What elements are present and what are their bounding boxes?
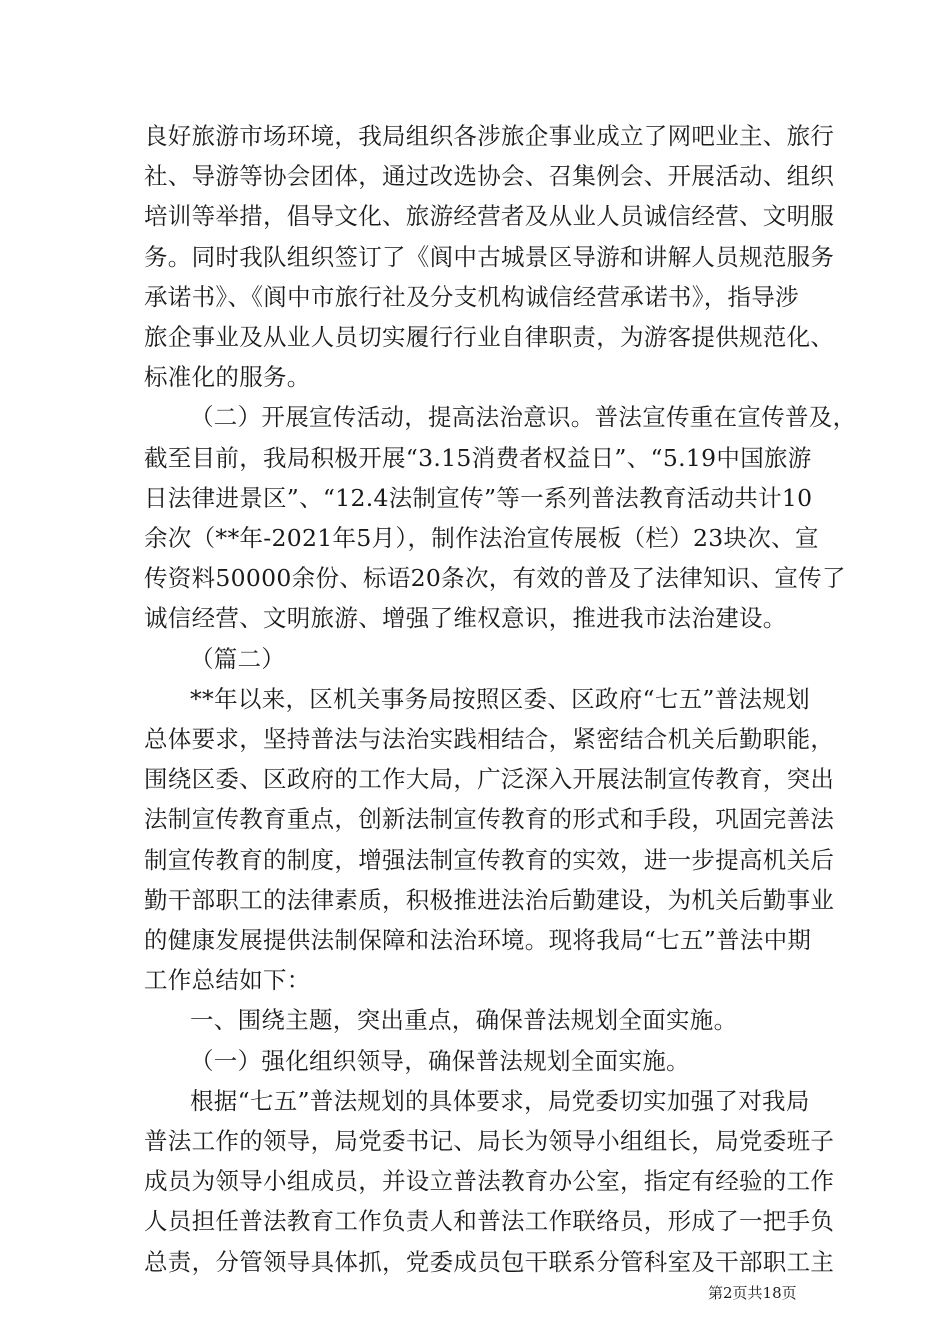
paragraph-line: 总体要求，坚持普法与法治实践相结合，紧密结合机关后勤职能， xyxy=(144,725,835,753)
paragraph-line: 勤干部职工的法律素质，积极推进法治后勤建设，为机关后勤事业 xyxy=(144,885,835,914)
paragraph-line: 制宣传教育的制度，增强法制宣传教育的实效，进一步提高机关后 xyxy=(144,845,835,874)
paragraph-line: 总责，分管领导具体抓，党委成员包干联系分管科室及干部职工主 xyxy=(144,1247,835,1276)
paragraph-line: 务。同时我队组织签订了《阆中古城景区导游和讲解人员规范服务 xyxy=(144,242,835,271)
paragraph-line: 成员为领导小组成员，并设立普法教育办公室，指定有经验的工作 xyxy=(144,1167,835,1196)
section-heading-line: 一、围绕主题，突出重点，确保普法规划全面实施。 xyxy=(190,1006,738,1035)
chapter-heading: （篇二） xyxy=(190,644,286,673)
paragraph-line: 良好旅游市场环境，我局组织各涉旅企事业成立了网吧业主、旅行 xyxy=(144,122,835,150)
page-number: 第2页共18页 xyxy=(708,1284,797,1302)
paragraph-line: 培训等举措，倡导文化、旅游经营者及从业人员诚信经营、文明服 xyxy=(144,202,835,231)
paragraph-line: 的健康发展提供法制保障和法治环境。现将我局“七五”普法中期 xyxy=(144,926,812,954)
paragraph-line: 日法律进景区”、“12.4法制宣传”等一系列普法教育活动共计10 xyxy=(144,483,813,512)
paragraph-line: 标准化的服务。 xyxy=(144,363,311,392)
paragraph-line: 传资料50000余份、标语20条次，有效的普及了法律知识、宣传了 xyxy=(144,564,846,593)
section-heading-line: （二）开展宣传活动，提高法治意识。普法宣传重在宣传普及， xyxy=(190,403,857,432)
paragraph-line: 工作总结如下： xyxy=(144,966,311,995)
paragraph-line: **年以来，区机关事务局按照区委、区政府“七五”普法规划 xyxy=(190,684,810,713)
paragraph-line: 承诺书》、《阆中市旅行社及分支机构诚信经营承诺书》，指导涉 xyxy=(144,282,799,311)
paragraph-line: 旅企事业及从业人员切实履行行业自律职责，为游客提供规范化、 xyxy=(144,323,835,351)
paragraph-line: 社、导游等协会团体，通过改选协会、召集例会、开展活动、组织 xyxy=(144,162,835,191)
paragraph-line: 人员担任普法教育工作负责人和普法工作联络员，形成了一把手负 xyxy=(144,1207,835,1236)
paragraph-line: 诚信经营、文明旅游、增强了维权意识，推进我市法治建设。 xyxy=(144,604,787,633)
paragraph-line: 普法工作的领导，局党委书记、局长为领导小组组长，局党委班子 xyxy=(144,1127,835,1155)
paragraph-line: 根据“七五”普法规划的具体要求，局党委切实加强了对我局 xyxy=(190,1086,810,1115)
paragraph-line: 法制宣传教育重点，创新法制宣传教育的形式和手段，巩固完善法 xyxy=(144,805,835,834)
paragraph-line: 余次（**年-2021年5月），制作法治宣传展板（栏）23块次、宣 xyxy=(144,524,819,552)
paragraph-line: 围绕区委、区政府的工作大局，广泛深入开展法制宣传教育，突出 xyxy=(144,765,835,794)
paragraph-line: 截至目前，我局积极开展“3.15消费者权益日”、“5.19中国旅游 xyxy=(144,443,812,472)
section-heading-line: （一）强化组织领导，确保普法规划全面实施。 xyxy=(190,1046,690,1075)
